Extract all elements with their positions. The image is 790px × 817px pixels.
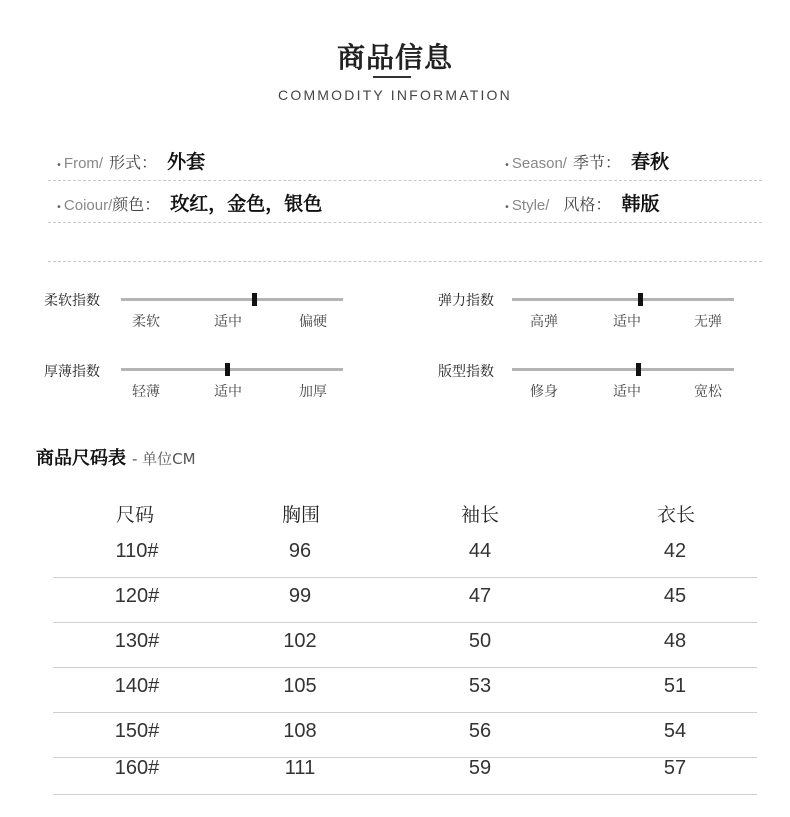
index-tick: 偏硬: [299, 314, 327, 330]
index-tick: 修身: [530, 384, 558, 400]
index-tick: 加厚: [299, 384, 327, 400]
info-season-value: 春秋: [630, 151, 669, 173]
info-row-2: [48, 186, 762, 223]
table-row: [53, 667, 757, 713]
table-cell: 160#: [114, 757, 160, 779]
index-tick: 柔软: [132, 314, 160, 330]
table-row: [53, 749, 757, 795]
table-cell: 120#: [114, 585, 160, 607]
bullet-icon: •: [56, 160, 62, 171]
bullet-icon: •: [56, 202, 62, 213]
table-row: [53, 622, 757, 668]
index-track: [512, 298, 734, 301]
index-track: [121, 368, 343, 371]
table-cell: 50: [468, 630, 492, 652]
info-style-en: Style/: [511, 197, 550, 214]
info-form: [56, 147, 205, 174]
info-colour-en: Coiour/: [63, 197, 113, 214]
column-header: 尺码: [115, 504, 155, 526]
section-divider: [48, 261, 762, 262]
index-label: 版型指数: [438, 364, 494, 380]
table-cell: 53: [468, 675, 492, 697]
index-tick: 适中: [613, 314, 641, 330]
index-track: [512, 368, 734, 371]
table-cell: 96: [288, 540, 312, 562]
info-colour: [56, 189, 322, 216]
info-row-1: [48, 144, 762, 181]
title-underline: [373, 76, 411, 78]
table-row: [53, 577, 757, 623]
info-colour-cn: 颜色：: [112, 195, 161, 214]
index-marker: [636, 363, 641, 376]
column-header: 衣长: [656, 504, 696, 526]
index-tick: 高弹: [530, 314, 558, 330]
info-form-value: 外套: [167, 151, 206, 173]
index-label: 弹力指数: [438, 293, 494, 309]
column-header: 袖长: [460, 504, 500, 526]
table-cell: 47: [468, 585, 492, 607]
info-form-en: From/: [63, 155, 104, 172]
table-cell: 48: [663, 630, 687, 652]
table-cell: 110#: [115, 540, 159, 562]
info-style: [504, 189, 659, 216]
size-table-unit: - 单位CM: [132, 450, 196, 468]
index-tick: 适中: [613, 384, 641, 400]
table-row: [53, 532, 757, 578]
index-track: [121, 298, 343, 301]
index-tick: 无弹: [694, 314, 722, 330]
column-header: 胸围: [281, 504, 321, 526]
table-cell: 140#: [114, 675, 160, 697]
info-style-value: 韩版: [621, 193, 660, 215]
bullet-icon: •: [504, 160, 510, 171]
index-tick: 轻薄: [132, 384, 160, 400]
info-colour-value: 玫红，金色，银色: [170, 193, 323, 215]
index-label: 柔软指数: [44, 293, 100, 309]
info-season: [504, 147, 669, 174]
table-cell: 59: [468, 757, 492, 779]
page-subtitle: COMMODITY INFORMATION: [278, 87, 512, 103]
size-table-title-text: 商品尺码表: [36, 448, 126, 469]
index-tick: 适中: [214, 314, 242, 330]
info-season-en: Season/: [511, 155, 567, 172]
index-marker: [252, 293, 257, 306]
size-table-title: [36, 444, 196, 470]
table-cell: 56: [468, 720, 492, 742]
table-cell: 150#: [114, 720, 160, 742]
table-cell: 108: [283, 720, 317, 742]
bullet-icon: •: [504, 202, 510, 213]
table-cell: 57: [663, 757, 687, 779]
index-tick: 适中: [214, 384, 242, 400]
index-marker: [638, 293, 643, 306]
info-form-cn: 形式：: [109, 153, 158, 172]
page-title: 商品信息: [336, 41, 453, 74]
index-marker: [225, 363, 230, 376]
index-tick: 宽松: [694, 384, 722, 400]
table-cell: 105: [283, 675, 317, 697]
index-label: 厚薄指数: [44, 364, 100, 380]
table-cell: 102: [283, 630, 317, 652]
table-cell: 54: [663, 720, 687, 742]
table-cell: 42: [663, 540, 687, 562]
table-cell: 51: [663, 675, 687, 697]
table-cell: 44: [468, 540, 492, 562]
table-cell: 111: [284, 757, 316, 779]
info-season-cn: 季节：: [572, 153, 621, 172]
table-cell: 130#: [114, 630, 160, 652]
table-cell: 99: [288, 585, 312, 607]
info-style-cn: 风格：: [563, 195, 612, 214]
table-cell: 45: [663, 585, 687, 607]
